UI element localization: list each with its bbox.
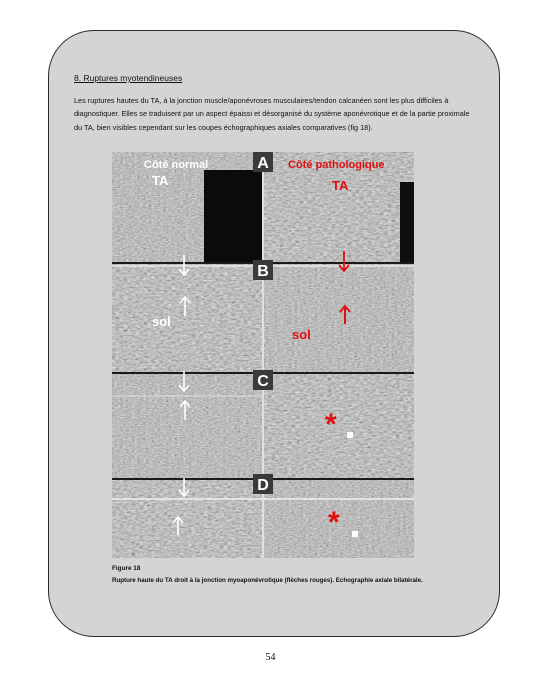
white-square-marker xyxy=(347,432,353,438)
center-divider xyxy=(262,152,264,558)
left-ta-label: TA xyxy=(152,173,169,188)
panel-c-right-image xyxy=(264,374,414,478)
right-header: Côté pathologique xyxy=(288,159,385,171)
asterisk-marker: * xyxy=(328,506,340,539)
panel-a-left-shadow xyxy=(204,170,262,262)
page-number: 54 xyxy=(265,652,276,663)
asterisk-marker: * xyxy=(325,408,337,441)
left-sol-label: sol xyxy=(152,314,171,329)
panel-label-d: D xyxy=(257,477,269,494)
right-ta-label: TA xyxy=(332,178,349,193)
left-header: Côté normal xyxy=(144,159,209,171)
right-sol-label: sol xyxy=(292,327,311,342)
ultrasound-figure xyxy=(112,152,414,558)
section-paragraph: Les ruptures hautes du TA, à la jonction muscle/aponévroses musculaires/tendon calcanéen sont les plus difficiles à diagnostiquer. Elles se traduisent par un aspect épaissi et désorganisé du système aponévrotique et de la partie proximale du TA, bien visibles cependant sur les coupes échographiques axiales comparatives (fig 18). xyxy=(74,96,470,132)
panel-label-c: C xyxy=(257,373,269,390)
panel-c-left-image xyxy=(112,374,262,478)
white-square-marker xyxy=(352,531,358,537)
panel-label-a: A xyxy=(257,155,269,172)
panel-a-right-shadow xyxy=(400,182,414,262)
section-heading: 8. Ruptures myotendineuses xyxy=(74,73,183,83)
panel-b-left-image xyxy=(112,264,262,372)
figure-caption-title: Figure 18 xyxy=(112,565,141,572)
panel-label-b: B xyxy=(257,263,269,280)
panel-b-right-image xyxy=(264,264,414,372)
figure-caption-text: Rupture haute du TA droit à la jonction myoaponévrotique (flèches rouges). Echographie axiale bilatérale. xyxy=(112,577,423,584)
